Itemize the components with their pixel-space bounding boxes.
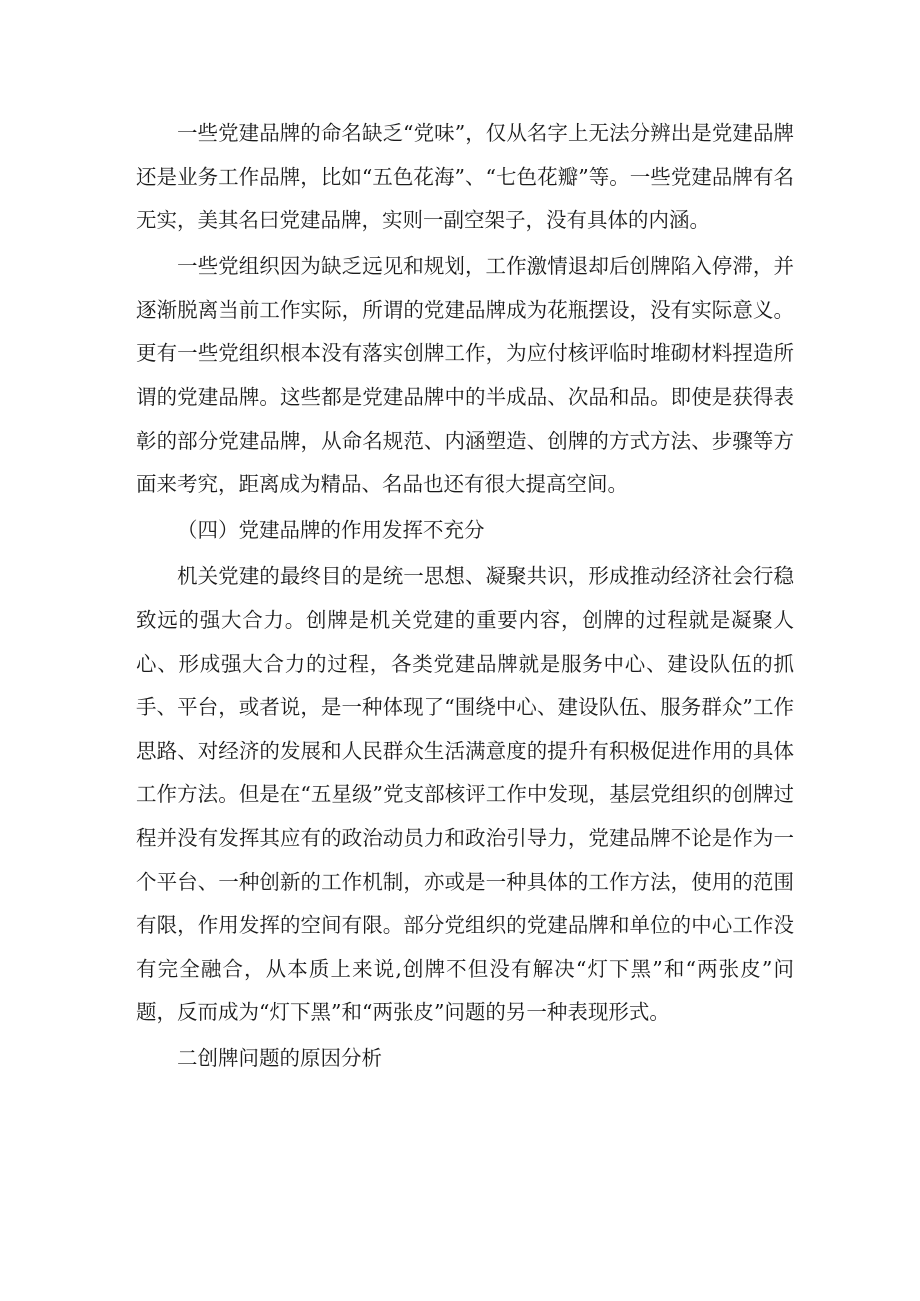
document-body bbox=[136, 112, 794, 1084]
section-heading-2: 二创牌问题的原因分析 bbox=[177, 1046, 382, 1071]
paragraph-brand-effect: 机关党建的最终目的是统一思想、凝聚共识，形成推动经济社会行稳致远的强大合力。创牌是机关党建的重要内容，创牌的过程就是凝聚人心、形成强大合力的过程，各类党建品牌就是服务中心、建设队伍的抓手、平台，或者说，是一种体现了“围绕中心、建设队伍、服务群众”工作思路、对经济的发展和人民群众生活满意度的提升有积极促进作用的具体工作方法。但是在“五星级”党支部核评工作中发现，基层党组织的创牌过程并没有发挥其应有的政治动员力和政治引导力，党建品牌不论是作为一个平台、一种创新的工作机制，亦或是一种具体的工作方法，使用的范围有限，作用发挥的空间有限。部分党组织的党建品牌和单位的中心工作没有完全融合，从本质上来说,创牌不但没有解决“灯下黑”和“两张皮”问题，反而成为“灯下黑”和“两张皮”问题的另一种表现形式。 bbox=[136, 564, 794, 1025]
paragraph-naming-issues: 一些党建品牌的命名缺乏“党味”，仅从名字上无法分辨出是党建品牌还是业务工作品牌，比如“五色花海”、“七色花瓣”等。一些党建品牌有名无实，美其名曰党建品牌，实则一副空架子，没有具体的内涵。 bbox=[136, 121, 794, 233]
paragraph-brand-stagnation: 一些党组织因为缺乏远见和规划，工作激情退却后创牌陷入停滞，并逐渐脱离当前工作实际，所谓的党建品牌成为花瓶摆设，没有实际意义。更有一些党组织根本没有落实创牌工作，为应付核评临时堆砌材料捏造所谓的党建品牌。这些都是党建品牌中的半成品、次品和品。即使是获得表彰的部分党建品牌，从命名规范、内涵塑造、创牌的方式方法、步骤等方面来考究，距离成为精品、名品也还有很大提高空间。 bbox=[136, 254, 794, 497]
section-heading-4: （四）党建品牌的作用发挥不充分 bbox=[177, 518, 485, 543]
